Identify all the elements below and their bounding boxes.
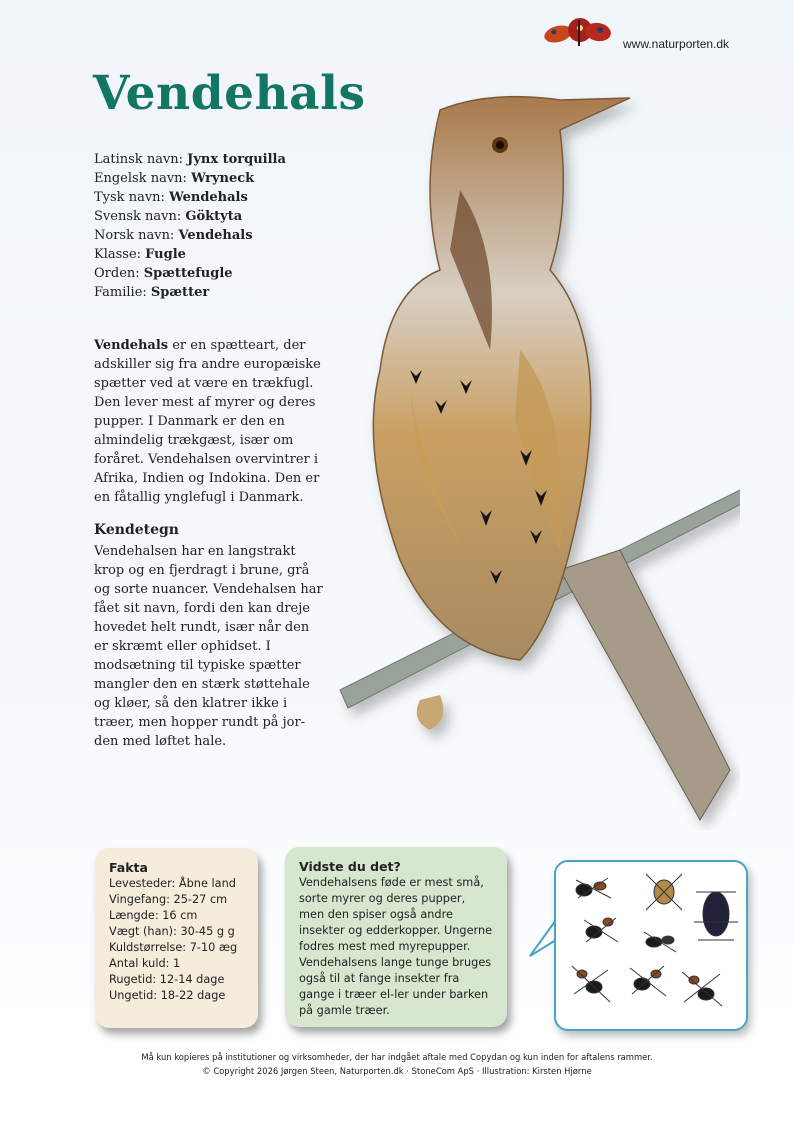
name-label: Svensk navn: bbox=[94, 209, 186, 224]
fakta-heading: Fakta bbox=[109, 860, 148, 875]
name-value: Spættefugle bbox=[143, 266, 233, 281]
name-row bbox=[94, 188, 286, 207]
name-label: Familie: bbox=[94, 285, 151, 300]
name-row bbox=[94, 283, 286, 302]
website-url[interactable]: www.naturporten.dk bbox=[623, 37, 730, 51]
vidste-du-det-box bbox=[285, 847, 507, 1027]
name-label: Orden: bbox=[94, 266, 144, 281]
name-value: Wendehals bbox=[169, 190, 248, 205]
insects-speech-bubble bbox=[554, 860, 748, 1031]
name-row bbox=[94, 207, 286, 226]
wryneck-illustration bbox=[320, 90, 740, 830]
name-label: Tysk navn: bbox=[94, 190, 170, 205]
fakta-item: Levesteder: Åbne land bbox=[109, 877, 236, 890]
names-list bbox=[94, 150, 286, 302]
name-row bbox=[94, 150, 286, 169]
intro-bold: Vendehals bbox=[94, 338, 169, 353]
name-value: Wryneck bbox=[191, 171, 255, 186]
copyright-notice: Må kun kopieres på institutioner og virksomheder, der har indgået aftale med Copydan og kun inden for aftalens rammer. bbox=[141, 1052, 653, 1062]
ant-icon bbox=[644, 932, 676, 952]
fakta-item: Ungetid: 18-22 dage bbox=[109, 989, 226, 1002]
ant-icon bbox=[682, 972, 722, 1006]
ant-icon bbox=[630, 966, 666, 996]
name-row bbox=[94, 245, 286, 264]
ant-icon bbox=[572, 966, 610, 1002]
name-value: Göktyta bbox=[185, 209, 243, 224]
name-value: Fugle bbox=[145, 247, 186, 262]
fakta-item: Længde: 16 cm bbox=[109, 909, 198, 922]
name-label: Norsk navn: bbox=[94, 228, 179, 243]
name-row bbox=[94, 169, 286, 188]
name-row bbox=[94, 264, 286, 283]
copyright-credits: © Copyright 2026 Jørgen Steen, Naturporten.dk · StoneCom ApS · Illustration: Kirsten Hjørne bbox=[202, 1066, 592, 1076]
name-value: Spætter bbox=[150, 285, 210, 300]
ant-icon bbox=[576, 878, 611, 898]
kendetegn-heading: Kendetegn bbox=[94, 522, 179, 538]
name-label: Latinsk navn: bbox=[94, 152, 188, 167]
fakta-item: Rugetid: 12-14 dage bbox=[109, 973, 225, 986]
name-row bbox=[94, 226, 286, 245]
name-label: Klasse: bbox=[94, 247, 146, 262]
beetle-icon bbox=[694, 892, 738, 940]
intro-paragraph bbox=[94, 336, 326, 507]
spider-icon bbox=[646, 874, 682, 910]
vidste-heading: Vidste du det? bbox=[299, 859, 401, 874]
name-label: Engelsk navn: bbox=[94, 171, 192, 186]
page-title: Vendehals bbox=[93, 66, 366, 121]
vidste-text: Vendehalsens føde er mest små, sorte myrer og deres pupper, men den spiser også andre insekter og edderkopper. Ungerne fodres mest med myrepupper. Vendehalsens lange tunge bruges også til at fange insekter fra gange i træer el-ler under barken på gamle træer. bbox=[299, 876, 493, 1017]
fakta-item: Antal kuld: 1 bbox=[109, 957, 181, 970]
kendetegn-paragraph: Vendehalsen har en langstrakt krop og en fjerdragt i brune, grå og sorte nuancer. Vendehalsen har fået sit navn, fordi den kan dreje hovedet helt rundt, især når den er skræmt eller ophidset. I modsætning til typiske spætter mangler den en stærk støttehale og kløer, så den klatrer ikke i træer, men hopper rundt på jor-den med løftet hale. bbox=[94, 544, 323, 749]
ant-icon bbox=[584, 918, 618, 942]
footer bbox=[0, 1050, 794, 1078]
fakta-item: Kuldstørrelse: 7-10 æg bbox=[109, 941, 238, 954]
fakta-item: Vingefang: 25-27 cm bbox=[109, 893, 228, 906]
insects-illustration bbox=[556, 862, 746, 1029]
intro-text: er en spætteart, der adskiller sig fra andre europæiske spætter ved at være en trækfugl. Den lever mest af myrer og deres pupper. I Danmark er den en almindelig trækgæst, især om foråret. Vendehalsen overvintrer i Afrika, Indien og Indokina. Den er en fåtallig ynglefugl i Danmark. bbox=[94, 338, 321, 505]
name-value: Vendehals bbox=[178, 228, 253, 243]
name-value: Jynx torquilla bbox=[187, 152, 286, 167]
fakta-box bbox=[95, 848, 258, 1028]
fakta-item: Vægt (han): 30-45 g g bbox=[109, 925, 235, 938]
butterfly-logo-icon bbox=[540, 12, 620, 52]
